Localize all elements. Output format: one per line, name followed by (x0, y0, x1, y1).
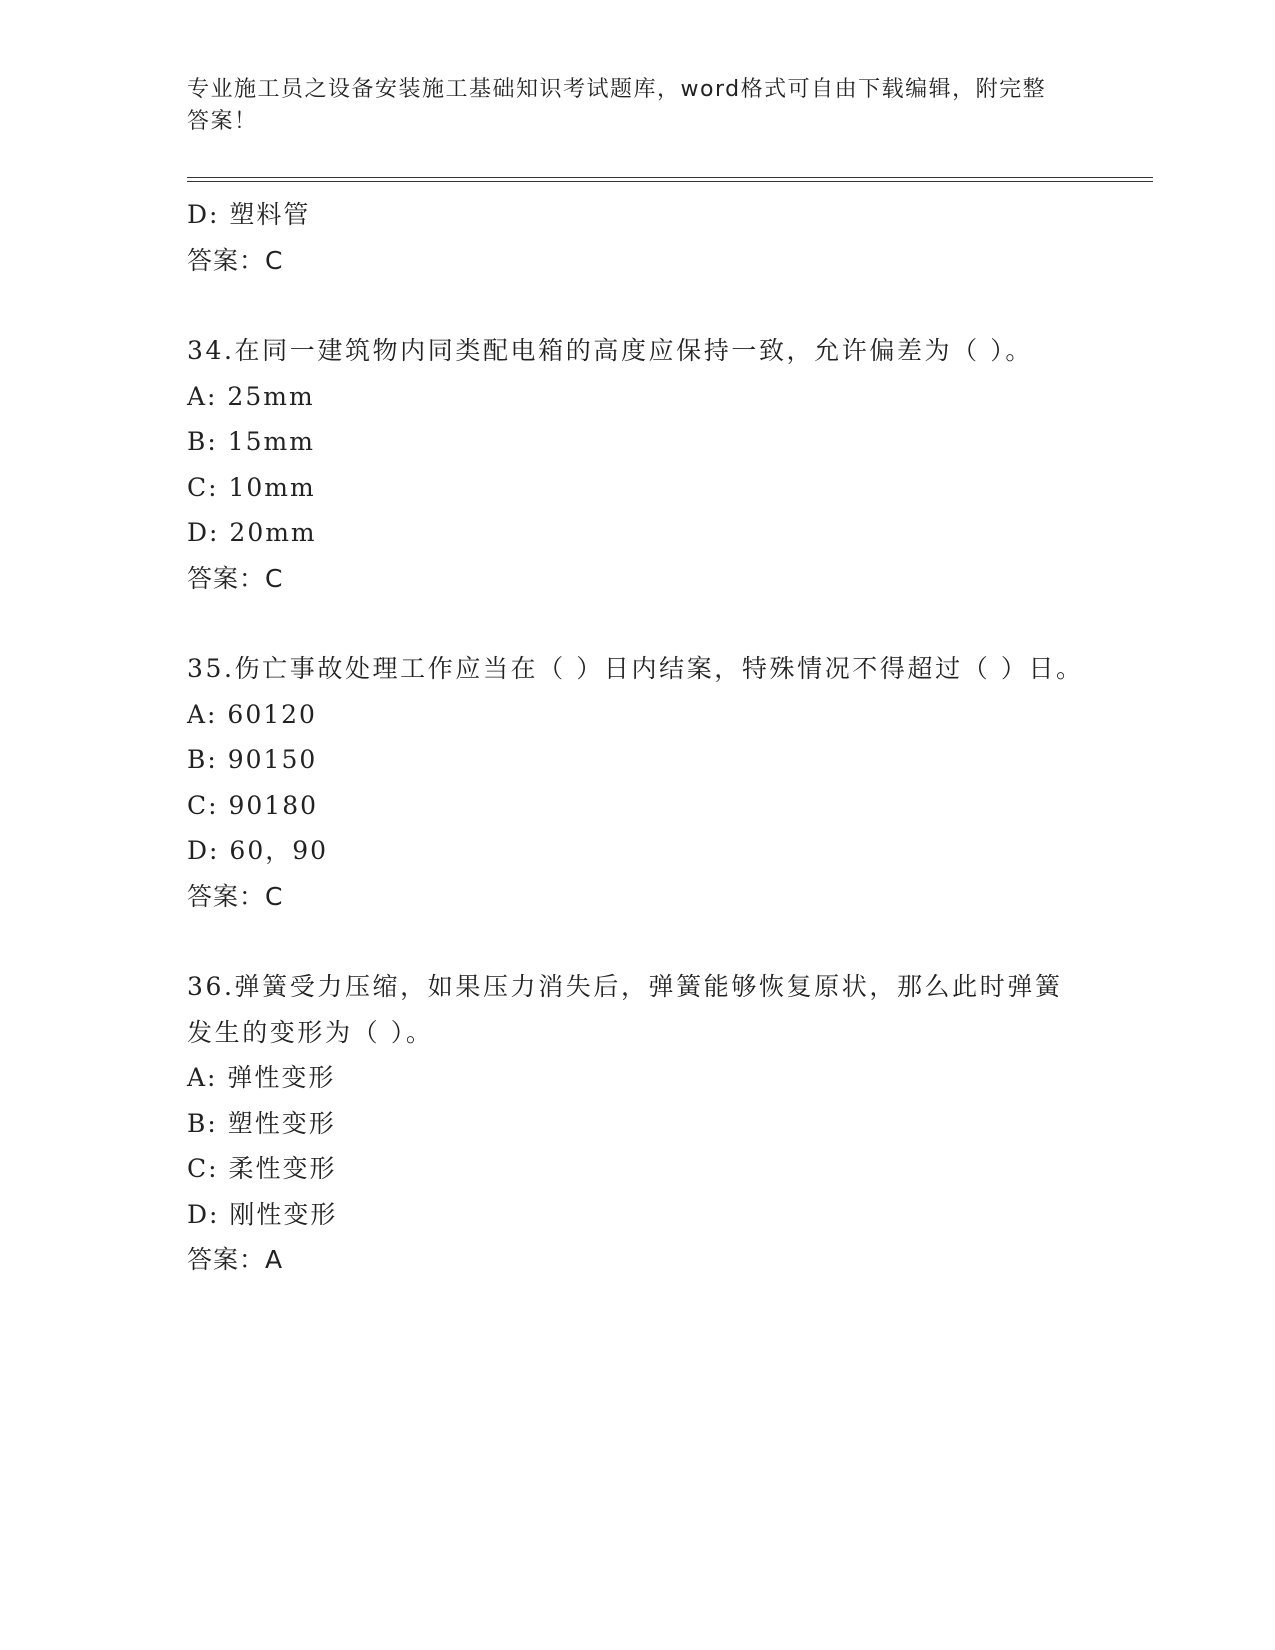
header-divider (187, 177, 1153, 182)
option-c: C: 柔性变形 (187, 1154, 337, 1183)
option-b: B: 90150 (187, 745, 318, 774)
question-34 (187, 328, 1087, 601)
option-d: D: 塑料管 (187, 200, 311, 229)
previous-question-tail (187, 192, 1087, 283)
document-header (187, 74, 1067, 138)
option-b: B: 塑性变形 (187, 1108, 336, 1138)
answer-line: 答案：C (187, 881, 284, 911)
option-c: C: 90180 (187, 790, 319, 820)
question-stem: 34.在同一建筑物内同类配电箱的高度应保持一致，允许偏差为（ ）。 (187, 336, 1034, 365)
option-c: C: 10mm (187, 472, 316, 502)
question-36 (187, 964, 1087, 1283)
spacer (187, 283, 1087, 328)
question-stem: 36.弹簧受力压缩，如果压力消失后，弹簧能够恢复原状，那么此时弹簧发生的变形为（ ）。 (187, 972, 1063, 1047)
answer-line: 答案：A (187, 1245, 284, 1274)
header-text: 专业施工员之设备安装施工基础知识考试题库，word格式可自由下载编辑，附完整答案！ (187, 77, 1047, 134)
document-body (187, 192, 1087, 1283)
option-d: D: 20mm (187, 518, 317, 547)
option-a: A: 25mm (187, 381, 315, 411)
question-stem: 35.伤亡事故处理工作应当在（ ）日内结案，特殊情况不得超过（ ）日。 (187, 654, 1084, 683)
question-35 (187, 646, 1087, 919)
option-d: D: 60，90 (187, 836, 329, 865)
spacer (187, 601, 1087, 646)
spacer (187, 919, 1087, 964)
answer-line: 答案：C (187, 563, 284, 593)
answer-line: 答案：C (187, 245, 284, 275)
option-b: B: 15mm (187, 427, 315, 456)
option-a: A: 弹性变形 (187, 1063, 336, 1092)
option-a: A: 60120 (187, 699, 317, 729)
option-d: D: 刚性变形 (187, 1199, 338, 1229)
